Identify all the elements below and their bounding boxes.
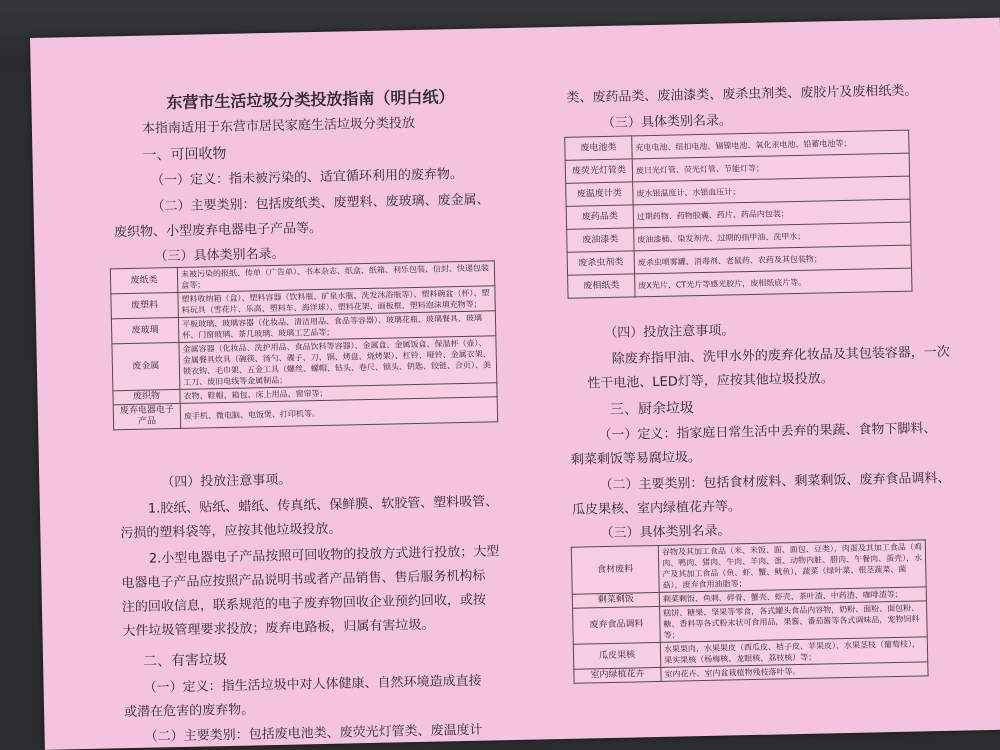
items-cell: 废杀虫喷雾罐、消毒剂、老鼠药、农药及其包装物； (634, 245, 911, 274)
items-cell: 平板玻璃、玻璃容器（化妆品、清洁用品、食品等容器）、玻璃花瓶、玻璃餐具、玻璃杯、门窗玻璃、茶几玻璃、玻璃工艺品等； (178, 311, 495, 343)
table-row (112, 336, 497, 391)
items-cell: 废手机、微电脑、电饭煲、打印机等。 (180, 397, 497, 429)
items-cell: 谷物及其加工食品（米、米饭、面、面包、豆类），肉蛋及其加工食品（鸡肉、鸭肉、猪肉、牛肉、羊肉、蛋、动物内脏、腊肉、午餐肉、蛋壳），水产及其加工食品（鱼、虾、蟹、鱿鱼），蔬菜（绿叶菜、根茎蔬菜、菌菇），废弃食用油脂等； (658, 540, 926, 593)
category-cell: 废温度计类 (566, 182, 633, 206)
category-cell: 废荧光灯管类 (565, 159, 632, 183)
category-cell: 废电池类 (565, 136, 632, 160)
items-cell: 糕饼、糖果、坚果等零食，各式罐头食品内容物，奶粉、面粉、面包粉、糖、香料等各式粉末状可食用品，果酱、番茄酱等各式调味品，宠物饲料等； (660, 601, 928, 643)
category-cell: 食材废料 (571, 545, 659, 594)
note-2d: 大件垃圾管理要求投放；废弃电路板，归属有害垃圾。 (122, 617, 435, 640)
hazardous-note-1: 除废弃指甲油、洗甲水外的废弃化妆品及其包装容器，一次 (611, 344, 950, 367)
kitchen-table (571, 539, 929, 683)
kitchen-main-2: 瓜皮果核、室内绿植花卉等。 (571, 499, 742, 518)
recyclable-main-2: 废织物、小型废弃电器电子产品等。 (113, 220, 323, 241)
hazardous-main-cont: 类、废药品类、废油漆类、废杀虫剂类、废胶片及废相纸类。 (566, 83, 918, 106)
category-cell: 废织物 (113, 389, 180, 404)
items-cell: 废X光片、CT光片等感光胶片，废相纸底片等。 (635, 268, 912, 297)
items-cell: 水果果肉，水果果皮（西瓜皮、桔子皮、苹果皮），水果茎枝（葡萄枝），果实果核（杨梅核、龙眼核、荔枝核）等； (660, 637, 927, 668)
hazardous-table (564, 130, 912, 299)
hazardous-notes: （四）投放注意事项。 (604, 323, 735, 342)
recyclable-list: （三）具体类别名录。 (154, 246, 285, 265)
items-cell: 金属容器（化妆品、洗护用品、食品饮料等容器）、金属盒、金属饭盒、保温杯（壶）、金属餐具炊具（碗筷、汤勺、碟子、刀、锅、烤盘、烧烤架）、杠铃、哑铃、金属衣架、锁衣钩、毛巾架、五金工具（螺丝、螺帽、钻头、卷尺、锁头、钥匙、铰链、合页）、美工刀、废旧电线等金属制品； (179, 336, 497, 390)
recyclable-main-1: （二）主要类别：包括废纸类、废塑料、废玻璃、废金属、 (151, 192, 490, 215)
note-2a: 2.小型电器电子产品按照可回收物的投放方式进行投放；大型 (148, 544, 500, 567)
hazardous-main-1: （二）主要类别：包括废电池类、废荧光灯管类、废温度计 (144, 722, 483, 745)
category-cell: 废纸类 (110, 267, 178, 293)
hazardous-def-1: （一）定义：指生活垃圾中对人体健康、自然环境造成直接 (143, 673, 482, 696)
category-cell: 废药品类 (566, 205, 633, 229)
kitchen-def-2: 剩菜剩饭等易腐垃圾。 (570, 450, 702, 468)
items-cell: 废水银温度计、水银血压计； (633, 176, 910, 205)
kitchen-main-1: （二）主要类别：包括食材废料、剩菜剩饭、废弃食品调料、 (599, 470, 951, 494)
items-cell: 衣物、鞋帽、箱包、床上用品、窗帘等； (180, 383, 497, 404)
heading-hazardous: 二、有害垃圾 (142, 652, 228, 670)
items-cell: 废油漆桶、染发剂壳、过期的指甲油、洗甲水； (634, 222, 911, 251)
hazardous-def-2: 或潜在危害的废弃物。 (123, 702, 255, 721)
kitchen-def-1: （一）定义：指家庭日常生活中丢弃的果蔬、食物下脚料、 (598, 421, 937, 444)
hazardous-list: （三）具体类别名录。 (601, 113, 733, 132)
category-cell: 废金属 (112, 342, 180, 390)
items-cell: 未被污染的报纸、传单（广告单）、书本杂志、纸盒、纸箱、利乐包装、信封、快递包装盒等； (177, 261, 494, 293)
note-1b: 污损的塑料袋等，应按其他垃圾投放。 (120, 521, 342, 542)
category-cell: 废弃电器电子产品 (113, 403, 181, 429)
heading-kitchen: 三、厨余垃圾 (609, 400, 695, 418)
doc-subtitle: 本指南适用于东营市居民家庭生活垃圾分类投放 (141, 115, 416, 137)
items-cell: 剩菜剩饭、鱼刺、碎骨、蟹壳、虾壳、茶叶渣、中药渣、咖啡渣等； (659, 587, 926, 607)
hazardous-note-2: 性干电池、LED灯等，应按其他垃圾投放。 (587, 371, 834, 392)
heading-recyclable: 一、可回收物 (142, 145, 227, 164)
category-cell: 废玻璃 (111, 317, 179, 343)
category-cell: 废弃食品调料 (573, 606, 661, 644)
category-cell: 废杀虫剂类 (567, 251, 634, 275)
items-cell: 过期药物、药物胶囊、药片、药品内包装； (633, 199, 910, 228)
table-row (571, 540, 926, 594)
recyclable-notes: （四）投放注意事项。 (161, 472, 292, 491)
category-cell: 废塑料 (111, 292, 179, 318)
kitchen-list: （三）具体类别名录。 (600, 523, 731, 542)
note-2c: 注的回收信息，联系规范的电子废弃物回收企业预约回收，或按 (121, 592, 487, 616)
category-cell: 瓜皮果核 (573, 642, 661, 669)
category-cell: 废油漆类 (567, 228, 634, 252)
items-cell: 充电电池、纽扣电池、镉镍电池、氧化汞电池、铅蓄电池等； (632, 130, 909, 159)
doc-title: 东营市生活垃圾分类投放指南（明白纸） (166, 87, 455, 113)
category-cell: 室内绿植花卉 (574, 667, 661, 683)
recyclable-table (110, 260, 498, 430)
items-cell: 废日光灯管、荧光灯管、节能灯等； (632, 153, 909, 182)
recyclable-def: （一）定义：指未被污染的、适宜循环利用的废弃物。 (150, 166, 464, 189)
items-cell: 塑料收纳箱（盒）、塑料容器（饮料瓶、矿泉水瓶、洗发沐浴瓶等）、塑料碗盆（杯）、塑料玩具（雪花片、乐高、塑料车、海洋球）、塑料花架、画板框、塑料泡沫填充物等； (178, 286, 495, 318)
category-cell: 剩菜剩饭 (572, 592, 659, 608)
note-2b: 电器电子产品应按照产品说明书或者产品销售、售后服务机构标 (121, 568, 486, 592)
guide-paper (30, 18, 1000, 750)
category-cell: 废相纸类 (568, 274, 635, 298)
items-cell: 室内花卉、室内盆栽植物残枝落叶等。 (661, 662, 928, 682)
note-1a: 1.胶纸、贴纸、蜡纸、传真纸、保鲜膜、软胶管、塑料吸管、 (147, 494, 499, 517)
